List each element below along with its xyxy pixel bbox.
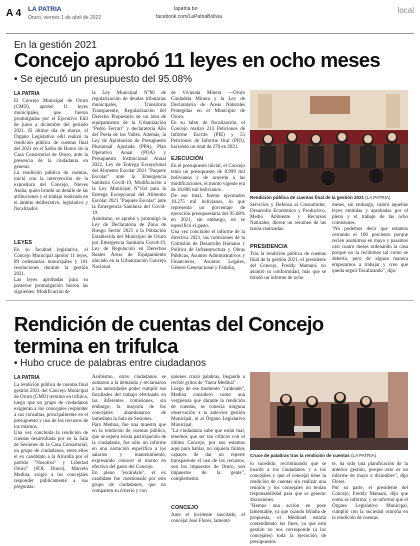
story1-col1 — [14, 99, 88, 235]
story2-col5 — [332, 462, 408, 529]
story1-col3c-text: En el presupuesto inicial, el Concejo tenía un presupuesto de 8.999 mil bolivianos y de acuerdo a las modificaciones, el monto vigente era de 10.806 mil bolivianos. — [171, 164, 246, 193]
story1-col3-text: de Vivienda Minera —Oruro Ciudadela Minera y la Ley de Declaratoria de Áreas Naturales Protegidas en el Municipio de Oruro. — [171, 91, 245, 120]
story1-col4-cont — [250, 252, 326, 298]
website-link[interactable]: lapatria.bo — [174, 6, 198, 12]
story2-col2 — [92, 375, 166, 529]
story2-col3d-text: Ante el incidente suscitado, el concejal José Flores, lamentó — [171, 513, 245, 524]
story2-col3 — [171, 375, 245, 501]
story2-col3-cont — [171, 513, 245, 529]
story1-sub-presidencia: PRESIDENCIA — [250, 244, 288, 250]
story2-col3c-text: "La ciudadanía sabe que están mal, tenemos que ser tan críticos con el último Concejo, por eso estamos aquí para hablar, no siquiera fuimos capaces de dar un reporte transparente el uso de los recursos, son los impuestos de Oruro, son impuestos de la gente", complementó. — [171, 429, 245, 482]
story2-col4b-text: "Hemos una acción en pose lamentable, ya que cuando brilaba de propuesta, el Medinael estaría contendiendo los fines, ya que está gestión no nos corresponde (a los concejales) toda la ejecución de presupuestos — [250, 504, 326, 545]
story1-col1-text: El Concejo Municipal de Oruro (CMO), aprobó 11 leyes municipales, que fueron promulgadas por el Ejecutivo Edil de junio a diciembre del periodo 2021. El último día de marzo, el Órgano Legislativo edil realizó la rendición pública de cuentas final del 2021 en el Salón de Honor de la Casa Consistorial de Oruro, ante la presencia de la ciudadanía en general. — [14, 99, 88, 170]
story1-col3d-text: De ese total, fueron ejecutados 10.275 mil bolivianos, lo que representa un porcentaje de ejecución presupuestaria del 95.08% en 2021, sin embargo, no se especificó el gasto. — [171, 194, 245, 229]
story1-col1-cont — [14, 248, 88, 298]
story1-col1c-text: En su facultad legislativa, el Concejo Municipal aprobó 11 leyes, 89 ordenanzas municipales y 181 resoluciones durante la gestión 2021. — [14, 248, 88, 277]
story1-sub-leyes: LEYES — [14, 240, 33, 246]
page-number: A 4 — [6, 8, 22, 19]
story1-col4b-text: Tras la rendición pública de cuentas final de la gestión 2021, el presidente del Concejo, Freddy Mamani, no asumió su conformidad, más que se brindó un informe de ocho — [250, 252, 326, 281]
story1-col2-text: la Ley Municipal N°80 de regularización de deudas tributarias municipales, Transitoria Transparente, Regularización del Derecho Propietario de un área de equipamiento de la Urbanización "Pedro Ferrari" y declaratoria Año del Poeta de los Valles. Además, la Ley de Aprobación de Presupuesto Plurianual Ajustado (PPA), Plan Operativo Anual (POA) y Presupuesto Institucional Anual 2022, Ley de Entrega Excepcional del Alimento Escolar 2021 "Paquete Escolar" ante la Emergencia Sanitaria Covid-19, Modificación a la Ley Municipal N°104 para la Entrega Excepcional del Alimento Escolar 2021 "Paquete Escolar" ante la Emergencia Sanitaria del Covid-19. — [92, 91, 166, 216]
story2-col3b-text: Luego de ese momento "caldeado", Medina consideró como una vergüenza que durante la rendición de cuentas, se conocía ninguna observación a la ante-rior gestión Municipal, ni al Órgano Legislativo Municipal. — [171, 387, 245, 428]
story2-byline: LA PATRIA — [14, 375, 40, 381]
page-header — [6, 4, 414, 34]
story1-col5 — [332, 203, 408, 298]
story2-col1-text: La rendición pública de cuentas final gestión 2021 del Concejo Municipal de Oruro (CMO) terminó en trifulca, luego que un grupo de ciudadanos exigieran a los concejales responder a sus consultas, principalmente en el presupuesto y uso de los recursos de los mismos. — [14, 383, 88, 430]
story-divider — [6, 300, 414, 301]
story2-col2-text: Asimismo, otros ciudadanos se sumaron a la demanda y reclamaron a las autoridades poder cumplir sus facultades del trabajo efectuado en las diferentes comisiones, sin embargo, la mayoría de los concejales abandonaron de inmediato la Sala de Sesiones. — [92, 375, 166, 422]
story1-col1d-text: Las leyes aprobadas para su posterior promulgación fueron las siguientes: Modificación de — [14, 278, 88, 295]
story1-col4-text: Servicios y Defensa al Consumidor, Desarrollo Económico y Productivo, Medio Ambiente y Recursos Naturales, dieron un resumen de las tareas realizadas. — [250, 203, 326, 232]
story2-caption-text: Cruce de palabras tras la rendición de cuentas — [250, 453, 350, 458]
story2-col1 — [14, 383, 88, 529]
story1-caption-credit: (LA PATRIA) — [365, 195, 391, 200]
story1-subheadline: • Se ejecutó un presupuesto del 95.08% — [14, 74, 193, 85]
story1-col4 — [250, 203, 326, 239]
story1-col3e-text: Una vez concluido el informe de la directiva 2021, las comisiones de la Comisión de Desarrollo Humano y Política de Infraestructura y Obras Públicas, Asuntos Administrativos y Financieros, Asuntos Legales, Género Generacional y Familia, — [171, 230, 245, 271]
story2-col5-text: te, ha sido una planificación de la anterior gestión, porque esto es un informe de mayo a diciembre", dijo Flores. — [332, 462, 408, 485]
story2-col3-text: quienes cruzó palabras, llegando a recibir gritos de "fuera Medina!". — [171, 375, 245, 386]
story1-col3-cont — [171, 164, 245, 298]
story2-col1b-text: Una vez concluida la rendición de cuentas desarrollada por en la Sala de Sesiones de la Casa Consistorial, un grupo de ciudadanos, entre ellos el ex candidato a la Alcaldía por el partido "Nosotros" y Libertad Oruro" (SOL Oruro), Marcelo Medina, exigió a los concejales responder públicamente a sus preguntas. — [14, 431, 88, 490]
story2-sub-concejo: CONCEJO — [171, 505, 199, 511]
story1-col2 — [92, 91, 166, 298]
story1-col2b-text: Asimismo, se aprobó y promulgó la Ley de Declaratoria de Zona de Riesgo Sector 2021 a la Población Establecida del Municipio de Oruro por Emergencia Sanitaria Covid-19, Ley de Regulación en Derechos Reales Áreas de Equipamiento ubicado en la Urbanización Concejo Nacional — [92, 217, 166, 270]
section-label: local — [397, 6, 414, 15]
story1-col1b-text: La rendición pública de cuentas, inició con la intervención de la expositora del Concejo, Nieves Andia, quien brindó un detalle de las atribuciones y el trabajo realizado en el ámbito deliberativo, legislativo y fiscalizador. — [14, 171, 88, 212]
story2-headline: Rendición de cuentas del Concejo termina en trifulca — [14, 314, 324, 358]
dateline: Oruro, viernes 1 de abril de 2022 — [28, 15, 102, 21]
story1-col3b-text: En su labor de fiscalización, el Concejo realizó 213 Peticiones de Informe Escrito (PIE) y 55 Peticiones de Informe Oral (PIO), haciendo un total de 270 en 2021. — [171, 121, 245, 150]
story1-headline: Concejo aprobó 11 leyes en ocho meses — [14, 50, 381, 72]
story2-photo — [250, 372, 408, 450]
scuffle-image — [250, 372, 408, 450]
story2-col2b-text: Para Medina, fue una muestra que en la rendición de cuentas pública, que se espera exista participación de la ciudadanía, fue sólo un informe en una narración específica a los salarios y mantenimiento, expresando conocer el monto en efectivo del gasto del Concejo. — [92, 423, 166, 470]
story1-col5-text: meses, sin embargo, valoró aquellas leyes emitidas y aprobadas por el pleno y el trabajo de las ocho comisiones. — [332, 203, 408, 226]
social-link[interactable]: facebook.com/LaPatriaBolivia — [156, 14, 222, 20]
story2-col5b-text: Por su parte, el presidente del Concejo, Freddy Mamani, dijo que como se informó, y se informó que el Órgano Legislativo Municipal, cumplió con la sociedad oruroña en la rendición de cuentas. — [332, 486, 408, 521]
story2-col4-text: lo sucedido, recriminando que se insultó a los ciudadanos y a los concejales y que el concejal tiene la rendición de cuentas sin realizar una reunión y los consejales no tenían responsabilidad para que se generar discusiones. — [250, 462, 326, 503]
story1-sub-ejecucion: EJECUCIÓN — [171, 156, 204, 162]
story2-col4 — [250, 462, 326, 545]
story2-caption-credit: (LA PATRIA) — [351, 453, 377, 458]
story2-col2c-text: En pleno "escándalo", el ex candidato fue cuestionado por otro grupo de ciudadanos, que no comparten su criterio y con — [92, 471, 166, 494]
newspaper-name: LA PATRIA — [28, 6, 62, 13]
story1-caption-text: Rendición pública de cuentas final de la gestión 2021 — [250, 195, 365, 200]
story1-caption — [250, 195, 390, 200]
story2-subheadline: • Hubo cruce de palabras entre ciudadanos — [14, 358, 206, 369]
story1-col5b-text: "No podemos decir que estamos cerrando el 100 porciento porque recién asumimos en mayo y pasamos casi cuatro meses ordenando la casa porque no la recibimos tal como se debería, pero de alguna manera empezamos a trabajar y creo que queda seguir fiscalizando", dijo. — [332, 227, 408, 274]
story2-caption — [250, 453, 376, 458]
story1-byline: LA PATRIA — [14, 91, 40, 97]
story1-photo — [250, 90, 408, 192]
story1-col3 — [171, 91, 245, 149]
council-session-image — [250, 90, 408, 192]
story1-kicker: En la gestión 2021 — [14, 40, 97, 51]
